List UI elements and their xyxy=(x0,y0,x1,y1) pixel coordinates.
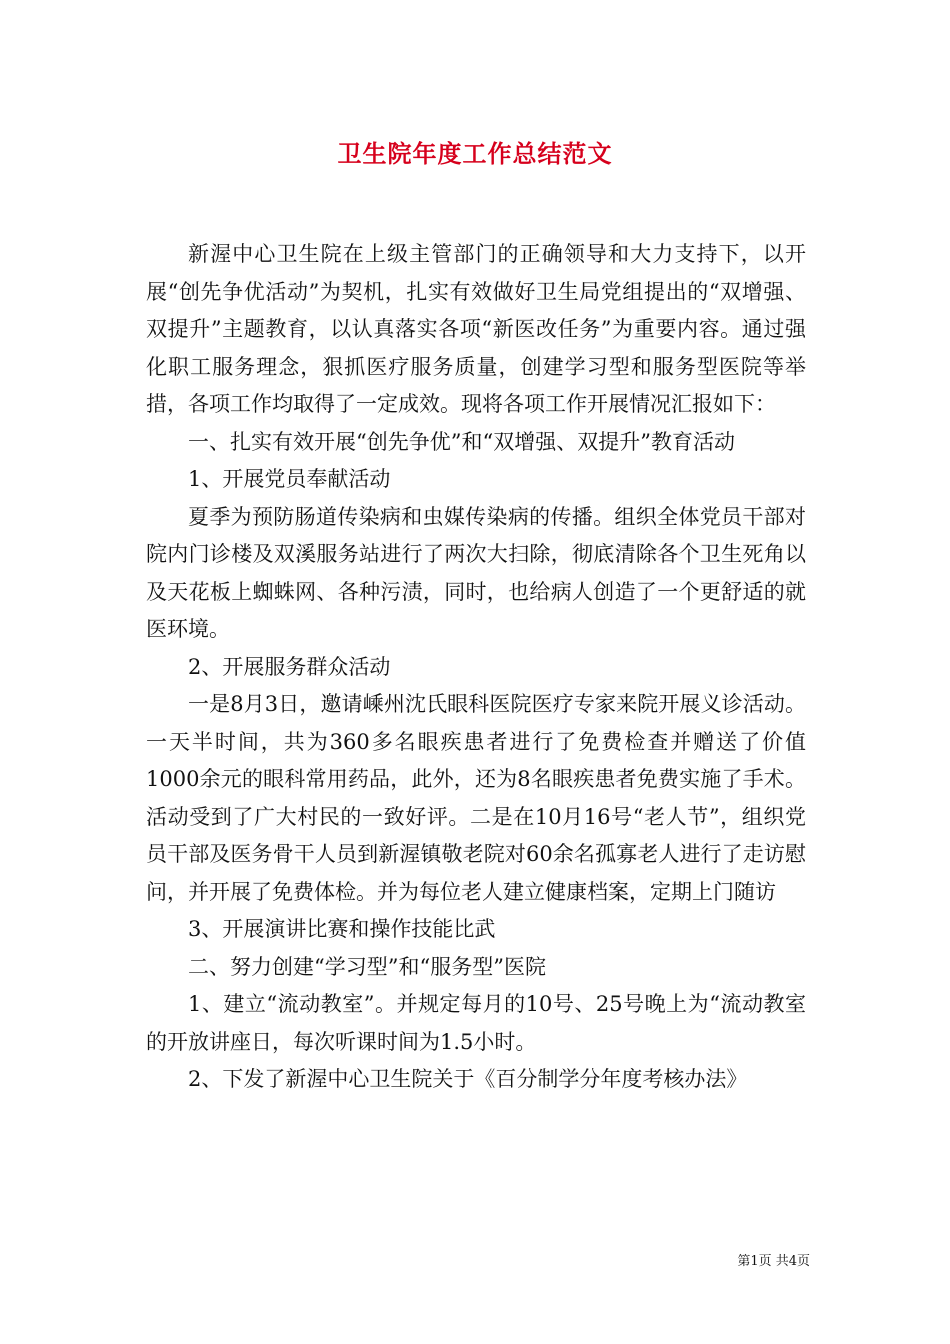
paragraph: 一是8月3日，邀请嵊州沈氏眼科医院医疗专家来院开展义诊活动。一天半时间，共为360多名眼疾患者进行了免费检查并赠送了价值1000余元的眼科常用药品，此外，还为8名眼疾患者免费实施了手术。活动受到了广大村民的一致好评。二是在10月16号“老人节”，组织党员干部及医务骨干人员到新渥镇敬老院对60余名孤寡老人进行了走访慰问，并开展了免费体检。并为每位老人建立健康档案，定期上门随访 xyxy=(146,692,806,904)
paragraph: 2、下发了新渥中心卫生院关于《百分制学分年度考核办法》 xyxy=(188,1067,748,1091)
document-body xyxy=(146,236,806,1099)
paragraph: 1、建立“流动教室”。并规定每月的10号、25号晚上为“流动教室的开放讲座日，每次听课时间为1.5小时。 xyxy=(146,992,806,1054)
page-number: 第1页 共4页 xyxy=(737,1254,810,1269)
subsection-heading: 3、开展演讲比赛和操作技能比武 xyxy=(188,917,496,941)
section-heading: 一、扎实有效开展“创先争优”和“双增强、双提升”教育活动 xyxy=(188,429,735,454)
paragraph: 夏季为预防肠道传染病和虫媒传染病的传播。组织全体党员干部对院内门诊楼及双溪服务站进行了两次大扫除，彻底清除各个卫生死角以及天花板上蜘蛛网、各种污渍，同时，也给病人创造了一个更舒适的就医环境。 xyxy=(146,504,806,641)
section-heading: 二、努力创建“学习型”和“服务型”医院 xyxy=(188,954,546,979)
paragraph: 新渥中心卫生院在上级主管部门的正确领导和大力支持下，以开展“创先争优活动”为契机，扎实有效做好卫生局党组提出的“双增强、双提升”主题教育，以认真落实各项“新医改任务”为重要内容。通过强化职工服务理念，狠抓医疗服务质量，创建学习型和服务型医院等举措，各项工作均取得了一定成效。现将各项工作开展情况汇报如下： xyxy=(146,242,806,416)
subsection-heading: 2、开展服务群众活动 xyxy=(188,654,391,679)
subsection-heading: 1、开展党员奉献活动 xyxy=(188,467,391,491)
document-title: 卫生院年度工作总结范文 xyxy=(337,139,613,168)
